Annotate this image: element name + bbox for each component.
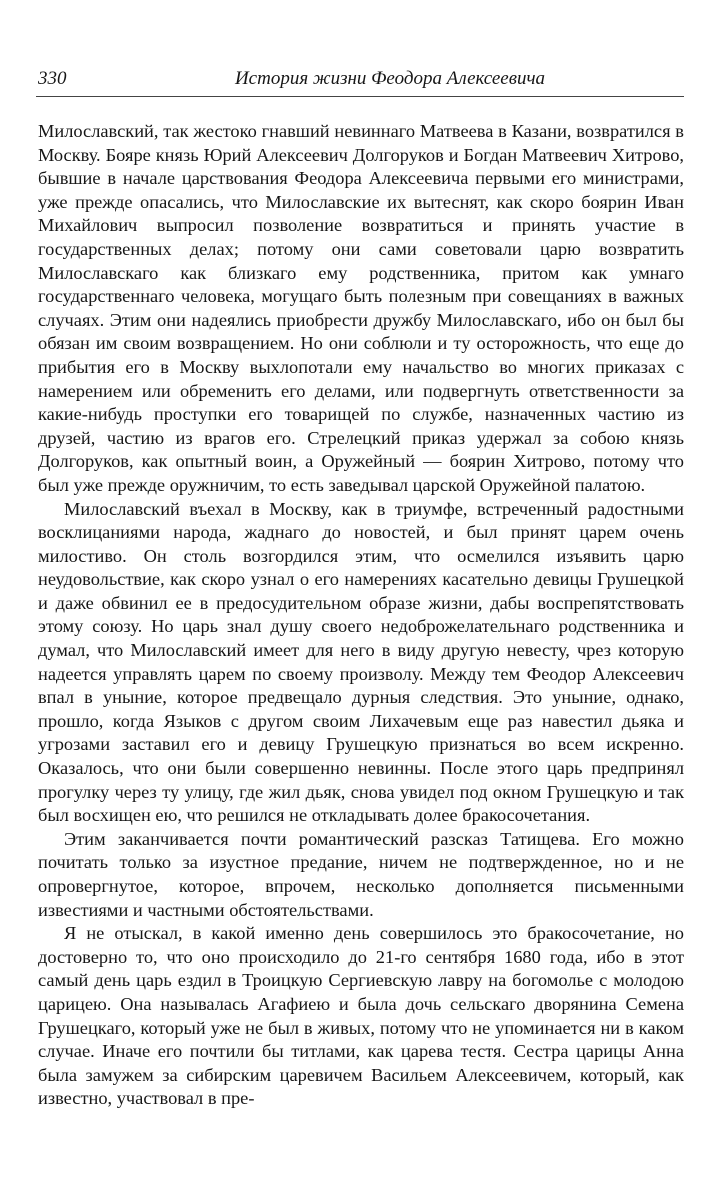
running-title: История жизни Феодора Алексеевича <box>234 68 546 89</box>
paragraph-4: Я не отыскал, в какой именно день совершилось это бракосочетание, но достоверно то, что оно происходило до 21-го сентября 1680 года, ибо в этот самый день царь ездил в Троицкую Сергиевскую лавру на богомолье с молодою царицею. Она называлась Агафиею и была дочь сельскаго дворянина Семена Грушецкаго, который уже не был в живых, потому что не упоминается ни в каком случае. Иначе его почтили бы титлами, как царева тестя. Сестра царицы Анна была замужем за сибирским царевичем Васильем Алексеевичем, который, как известно, участвовал в пре- <box>38 923 684 1109</box>
paragraph-1: Милославский, так жестоко гнавший невиннаго Матвеева в Казани, возвратился в Москву. Бояре князь Юрий Алексеевич Долгоруков и Богдан Матвеевич Хитрово, бывшие в начале царствования Феодора Алексеевича первыми его министрами, уже прежде опасались, что Милославские их вытеснят, как скоро боярин Иван Михайлович выпросил позволение возвратиться и принять участие в государственных делах; потому они сами советовали царю возвратить Милославскаго как близкаго ему родственника, притом как умнаго государственнаго человека, могущаго быть полезным при совещаниях в важных случаях. Этим они надеялись приобрести дружбу Милославскаго, ибо он был бы обязан им своим возвращением. Но они соблюли и ту осторожность, что еще до прибытия его в Москву выхлопотали ему начальство во многих приказах с намерением или обременить его делами, или подвергнуть ответственности за какие-нибудь проступки его товарищей по службе, назначенных частию из друзей, частию из врагов его. Стрелецкий приказ удержал за собою князь Долгоруков, как опытный воин, а Оружейный — боярин Хитрово, потому что был уже прежде оружничим, то есть заведывал царской Оружейной палатою. <box>38 121 684 495</box>
paragraph-2: Милославский въехал в Москву, как в триумфе, встреченный радостными восклицаниями народа, жаднаго до новостей, и был принят царем очень милостиво. Он столь возгордился этим, что осмелился изъявить царю неудовольствие, как скоро узнал о его намерениях касательно девицы Грушецкой и даже обвинил ее в предосудительном образе жизни, дабы воспрепятствовать этому союзу. Но царь знал душу своего недоброжелательнаго родственника и думал, что Милославский имеет для него в виду другую невесту, чрез которую надеется управлять царем по своему произволу. Между тем Феодор Алексеевич впал в уныние, которое предвещало дурныя следствия. Это уныние, однако, прошло, когда Языков с другом своим Лихачевым еще раз навестил дьяка и угрозами заставил его и девицу Грушецкую признаться во всем искренно. Оказалось, что они были совершенно невинны. После этого царь предпринял прогулку через ту улицу, где жил дьяк, снова увидел под окном Грушецкую и так был восхищен ею, что решился не откладывать долее бракосочетания. <box>38 498 684 826</box>
body-text <box>38 120 684 1111</box>
running-header <box>36 64 684 97</box>
page-number: 330 <box>38 68 67 89</box>
paragraph-3: Этим заканчивается почти романтический разсказ Татищева. Его можно почитать только за изустное предание, ничем не подтвержденное, но и не опровергнутое, которое, впрочем, несколько дополняется письменными известиями и частными обстоятельствами. <box>38 828 684 920</box>
